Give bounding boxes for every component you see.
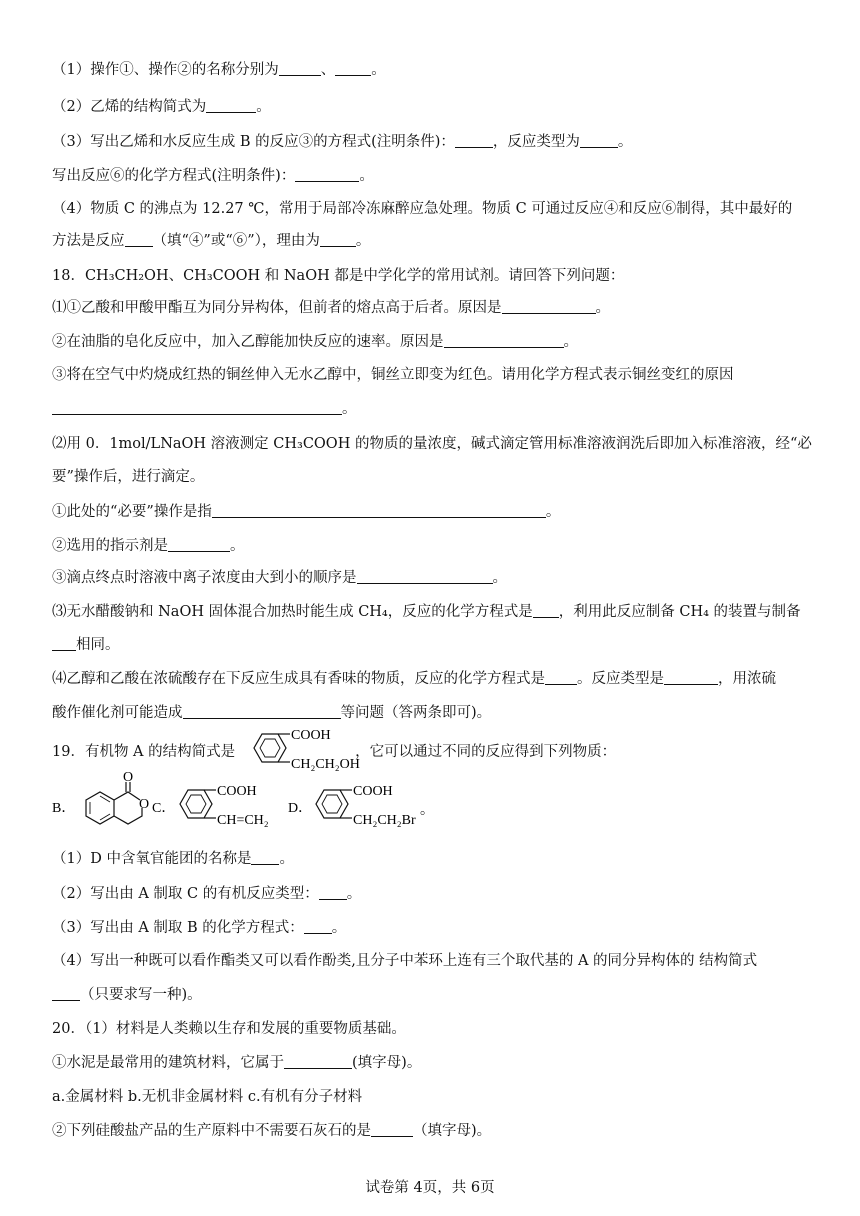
q18-1b: ②在油脂的皂化反应中，加入乙醇能加快反应的速率。原因是 。: [52, 334, 578, 350]
b-ring-o: O: [139, 797, 150, 812]
answer-blank[interactable]: [251, 850, 279, 865]
answer-blank[interactable]: [545, 670, 577, 685]
answer-blank[interactable]: [52, 636, 76, 651]
d-benzene: [316, 790, 348, 818]
answer-blank[interactable]: [455, 133, 493, 148]
answer-blank[interactable]: [357, 569, 493, 584]
answer-blank[interactable]: [304, 919, 332, 934]
q18-2e: ③滴点终点时溶液中离子浓度由大到小的顺序是 。: [52, 570, 507, 586]
answer-blank[interactable]: [371, 1122, 413, 1137]
a-side-chain: CH₂CH₂OH: [291, 757, 360, 772]
benzene-inner: [260, 739, 280, 757]
q20-2: ②下列硅酸盐产品的生产原料中不需要石灰石的是 （填字母)。: [52, 1123, 492, 1139]
answer-blank[interactable]: [444, 333, 564, 348]
b-label: B．: [52, 801, 76, 816]
q17-part4b: 方法是反应 （填“④”或“⑥”），理由为 。: [52, 233, 371, 249]
answer-blank[interactable]: [125, 232, 153, 247]
q18-4a: ⑷乙醇和乙酸在浓硫酸存在下反应生成具有香味的物质，反应的化学方程式是 。反应类型是 ，用浓硫: [52, 671, 776, 687]
answer-blank[interactable]: [295, 167, 359, 182]
d-period: 。: [420, 803, 434, 818]
answer-blank[interactable]: [664, 670, 718, 685]
q19-4b: （只要求写一种)。: [52, 985, 202, 1005]
a-cooh: COOH: [291, 728, 331, 743]
d-benzene-inner: [322, 795, 342, 813]
structure-a: [240, 728, 370, 778]
answer-blank[interactable]: [183, 704, 341, 719]
q18-2c: ①此处的“必要”操作是指 。: [52, 504, 561, 520]
answer-blank[interactable]: [284, 1054, 352, 1069]
c-side-chain: CH=CH₂: [217, 813, 269, 828]
q18-1a: ⑴①乙酸和甲酸甲酯互为同分异构体，但前者的熔点高于后者。原因是 。: [52, 300, 610, 316]
q17-part3b: 写出反应⑥的化学方程式(注明条件)： 。: [52, 168, 374, 184]
answer-blank[interactable]: [168, 537, 230, 552]
b-lactone: [114, 792, 140, 800]
q18-1c: ③将在空气中灼烧成红热的铜丝伸入无水乙醇中，铜丝立即变为红色。请用化学方程式表示铜丝变红的原因: [52, 367, 734, 383]
answer-blank[interactable]: [335, 61, 371, 76]
q19-heading: 19．有机物 A 的结构简式是 ，它可以通过不同的反应得到下列物质：: [52, 744, 617, 760]
q17-part4a: （4）物质 C 的沸点为 12.27 ℃，常用于局部冷冻麻醉应急处理。物质 C 可通过反应④和反应⑥制得，其中最好的: [52, 201, 793, 217]
answer-blank[interactable]: [52, 986, 80, 1001]
answer-blank[interactable]: [533, 603, 559, 618]
answer-blank[interactable]: [319, 885, 347, 900]
q18-heading: 18．CH₃CH₂OH、CH₃COOH 和 NaOH 都是中学化学的常用试剂。请回答下列问题：: [52, 268, 625, 284]
q18-3b: 相同。: [52, 635, 120, 655]
answer-blank[interactable]: [320, 232, 356, 247]
q19-4a: （4）写出一种既可以看作酯类又可以看作酚类,且分子中苯环上连有三个取代基的 A 的同分异构体的 结构简式: [52, 953, 758, 969]
q18-2d: ②选用的指示剂是 。: [52, 538, 245, 554]
answer-blank[interactable]: [580, 133, 618, 148]
q19-1: （1）D 中含氧官能团的名称是 。: [52, 851, 294, 867]
q20-options: a.金属材料 b.无机非金属材料 c.有机有分子材料: [52, 1089, 363, 1105]
b-lactone: [114, 808, 142, 824]
c-benzene: [180, 790, 212, 818]
answer-blank[interactable]: [502, 299, 596, 314]
d-cooh: COOH: [353, 784, 393, 799]
b-carbonyl-o: O: [123, 772, 134, 785]
q18-2a: ⑵用 0．1mol/LNaOH 溶液测定 CH₃COOH 的物质的量浓度，碱式滴定管用标准溶液润洗后即加入标准溶液，经“必: [52, 436, 812, 452]
q19-2: （2）写出由 A 制取 C 的有机反应类型： 。: [52, 886, 362, 902]
answer-blank[interactable]: [279, 61, 321, 76]
q18-1c-answer: 。: [52, 399, 357, 419]
q19-3: （3）写出由 A 制取 B 的化学方程式： 。: [52, 920, 347, 936]
structures-bcd: [48, 772, 828, 840]
q17-part2: （2）乙烯的结构简式为 。: [52, 99, 271, 115]
q18-3a: ⑶无水醋酸钠和 NaOH 固体混合加热时能生成 CH₄，反应的化学方程式是 ，利用此反应制备 CH₄ 的装置与制备: [52, 604, 801, 620]
c-cooh: COOH: [217, 784, 257, 799]
q17-part1: （1）操作①、操作②的名称分别为 、 。: [52, 62, 386, 78]
answer-blank[interactable]: [52, 400, 342, 415]
page-footer: 试卷第 4页，共 6页: [365, 1180, 495, 1196]
answer-blank[interactable]: [212, 503, 546, 518]
q20-1: ①水泥是最常用的建筑材料，它属于 (填字母)。: [52, 1055, 422, 1071]
c-benzene-inner: [186, 795, 206, 813]
benzene-ring: [254, 734, 286, 762]
q18-4b: 酸作催化剂可能造成 等问题（答两条即可)。: [52, 705, 492, 721]
q17-part3: （3）写出乙烯和水反应生成 B 的反应③的方程式(注明条件)： ，反应类型为 。: [52, 134, 633, 150]
q20-heading: 20．（1）材料是人类赖以生存和发展的重要物质基础。: [52, 1021, 406, 1037]
d-side-chain: CH₂CH₂Br: [353, 813, 416, 828]
d-label: D．: [288, 801, 313, 816]
q18-2b: 要”操作后，进行滴定。: [52, 469, 205, 485]
c-label: C．: [152, 801, 176, 816]
answer-blank[interactable]: [206, 98, 256, 113]
